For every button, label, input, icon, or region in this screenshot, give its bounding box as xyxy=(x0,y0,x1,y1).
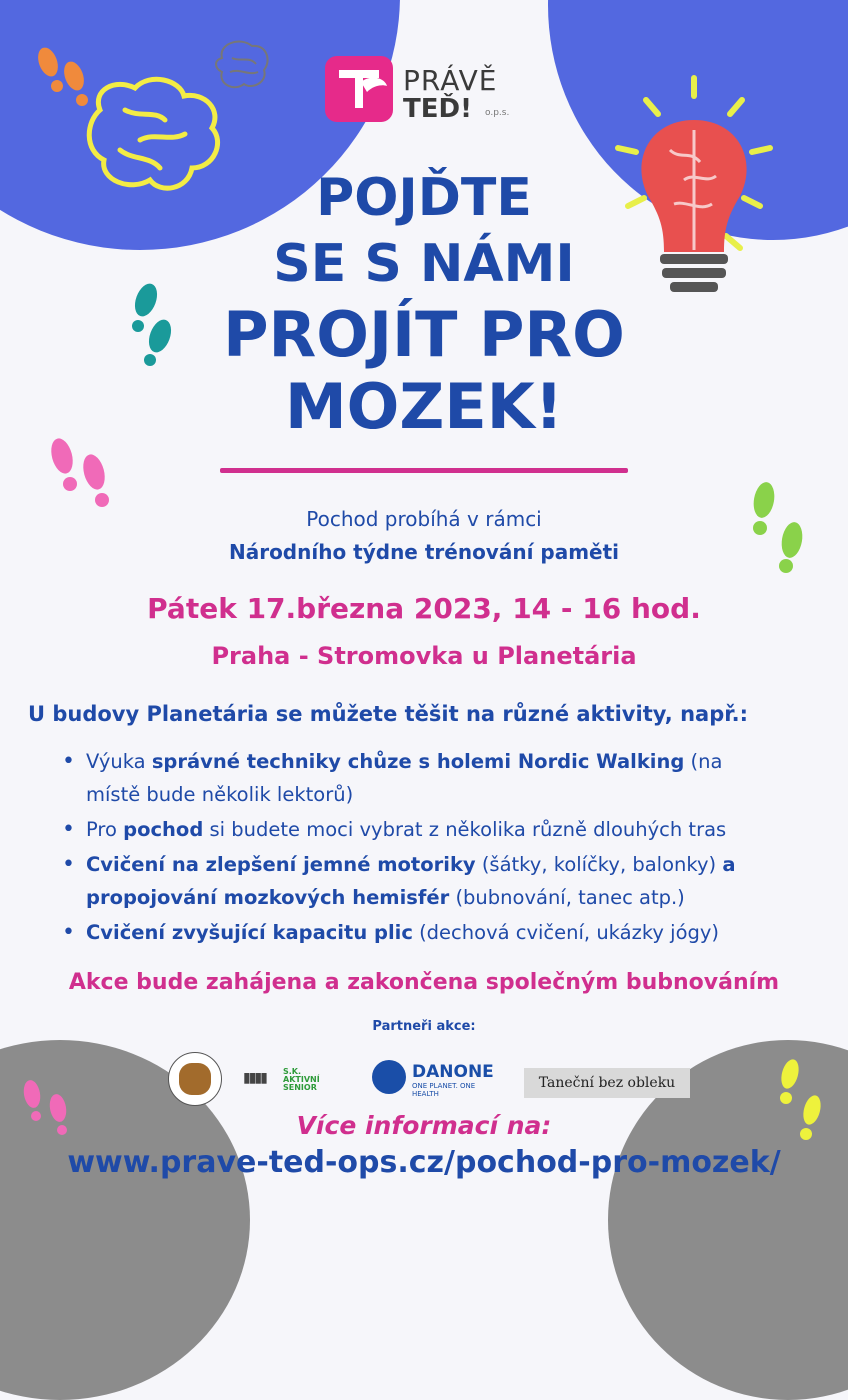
closing-statement: Akce bude zahájena a zakončena společným bubnováním xyxy=(68,970,780,995)
title-line-4: MOZEK! xyxy=(284,370,564,443)
people-icon: ▮▮▮▮ xyxy=(243,1070,266,1086)
title-line-3: PROJÍT PRO xyxy=(223,298,625,371)
danone-wordmark: DANONE xyxy=(412,1062,494,1082)
event-place: Praha - Stromovka u Planetária xyxy=(211,642,637,670)
list-item: • Cvičení zvyšující kapacitu plic (dechová cvičení, ukázky jógy) xyxy=(62,916,782,949)
intro-line-1: Pochod probíhá v rámci xyxy=(306,507,542,531)
logo-mark-icon xyxy=(325,56,393,122)
senior-line-1: S.K. xyxy=(283,1067,302,1076)
logo-word-2: TEĎ! xyxy=(403,94,472,124)
more-info-url[interactable]: www.prave-ted-ops.cz/pochod-pro-mozek/ xyxy=(67,1145,781,1180)
footprints-pink-icon xyxy=(48,436,109,507)
walnut-icon xyxy=(179,1063,211,1095)
logo-word-1: PRÁVĚ xyxy=(403,64,498,97)
partner-logo-danone xyxy=(372,1060,497,1100)
footprints-orange-icon xyxy=(34,45,88,106)
senior-line-3: SENIOR xyxy=(283,1083,317,1092)
title-line-1: POJĎTE xyxy=(316,168,532,228)
list-item: • Výuka správné techniky chůze s holemi Nordic Walking (na místě bude několik lektorů) xyxy=(62,745,782,811)
partner-logo-tanecni: Taneční bez obleku xyxy=(524,1068,690,1098)
danone-emblem-icon xyxy=(372,1060,406,1094)
partner-logo-walnut xyxy=(168,1052,222,1106)
list-item: • Pro pochod si budete moci vybrat z několika různě dlouhých tras xyxy=(62,813,782,846)
title-divider xyxy=(220,468,628,473)
activities-lead: U budovy Planetária se můžete těšit na různé aktivity, např.: xyxy=(28,702,748,726)
title-line-2: SE S NÁMI xyxy=(273,234,575,294)
senior-line-2: AKTIVNÍ xyxy=(283,1075,320,1084)
partners-label: Partneři akce: xyxy=(372,1019,476,1034)
more-info-label: Více informací na: xyxy=(296,1111,552,1140)
intro-line-2: Národního týdne trénování paměti xyxy=(228,540,620,564)
list-item: • Cvičení na zlepšení jemné motoriky (šátky, kolíčky, balonky) a propojování mozkových hemisfér (bubnování, tanec atp.) xyxy=(62,848,782,914)
organization-logo xyxy=(325,56,525,128)
activities-list xyxy=(62,745,782,951)
brain-small-grey-icon xyxy=(216,42,268,88)
partner-logo-aktivni-senior xyxy=(243,1068,333,1094)
event-date: Pátek 17.března 2023, 14 - 16 hod. xyxy=(147,592,701,625)
danone-tagline: ONE PLANET. ONE HEALTH xyxy=(412,1082,476,1098)
logo-suffix: o.p.s. xyxy=(485,108,510,118)
